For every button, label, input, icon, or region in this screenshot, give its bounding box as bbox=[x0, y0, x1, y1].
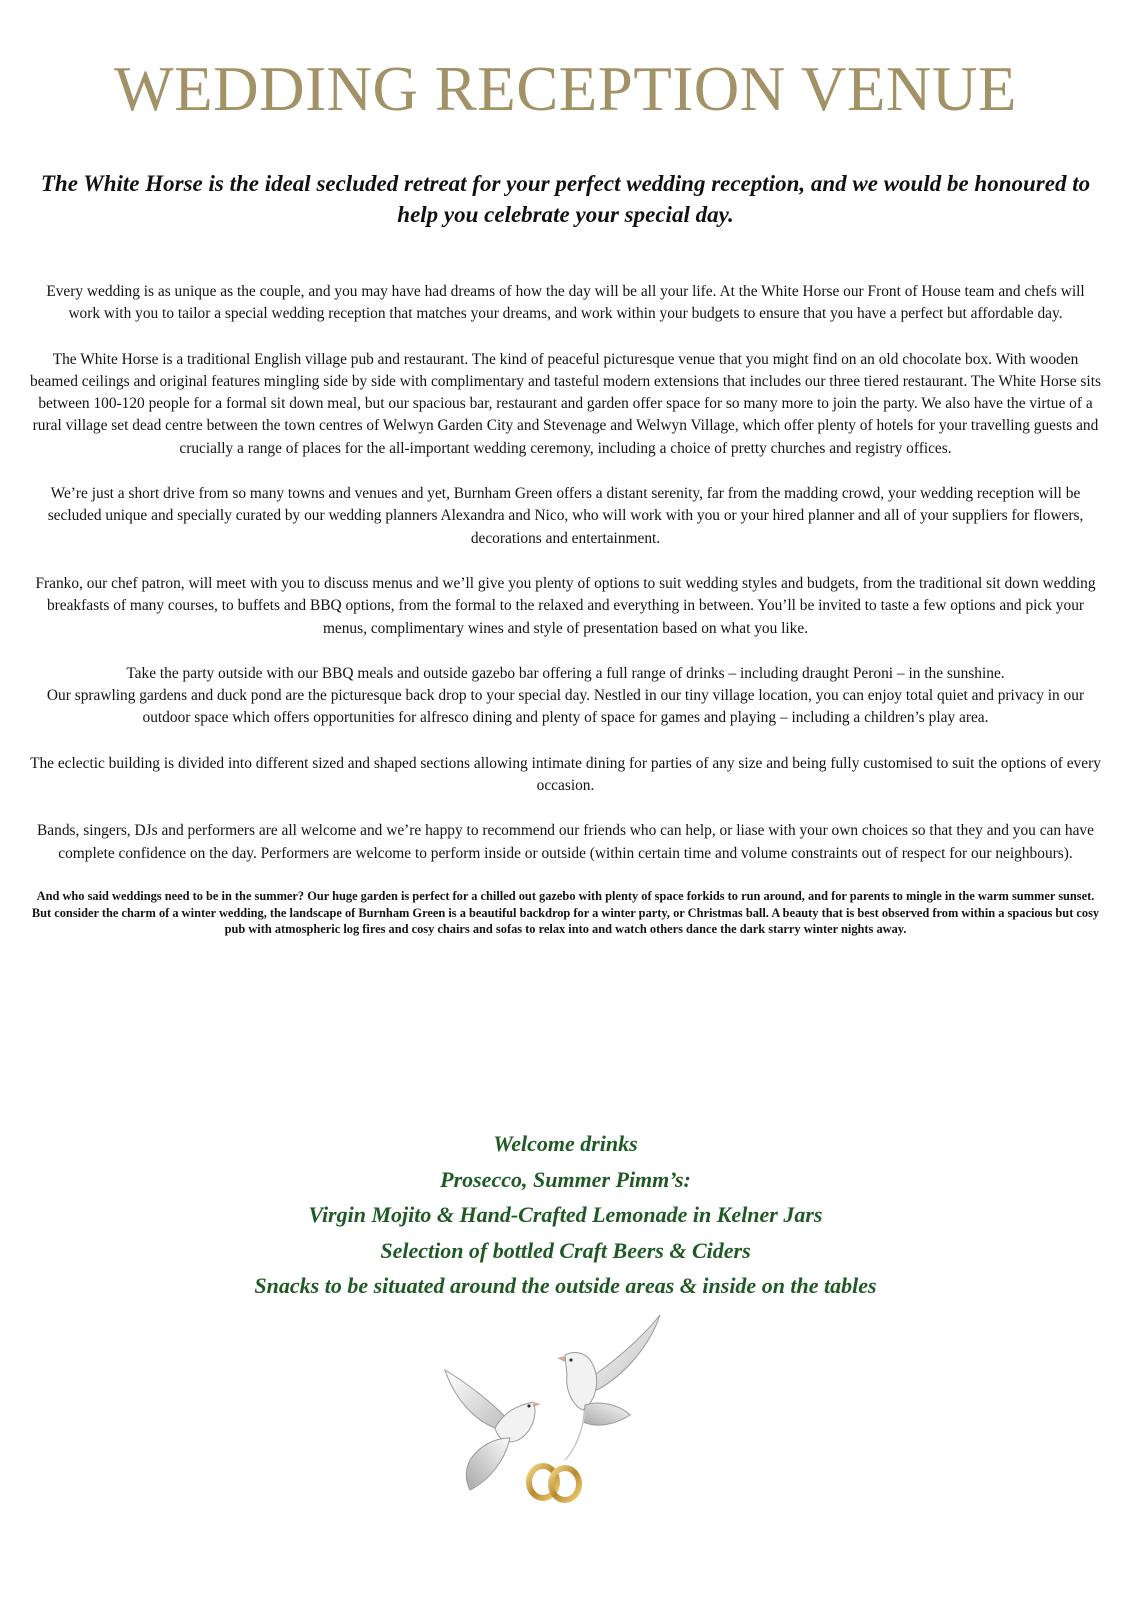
drinks-item: Selection of bottled Craft Beers & Ciders bbox=[380, 1237, 751, 1263]
page-subtitle: The White Horse is the ideal secluded retreat for your perfect wedding reception, and we would be honoured to help you celebrate your special day. bbox=[40, 171, 1091, 227]
right-dove bbox=[557, 1315, 660, 1460]
paragraph-venue: The White Horse is a traditional English village pub and restaurant. The kind of peaceful picturesque venue that you might find on an old chocolate box. With wooden beamed ceilings and original features mingling side by side with complimentary and tasteful modern extensions that includes our three tiered restaurant. The White Horse sits between 100-120 people for a formal sit down meal, but our spacious bar, restaurant and garden offer space for so many more to join the party. We also have the virtue of a rural village set dead centre between the town centres of Welwyn Garden City and Stevenage and Welwyn Village, which offer plenty of hotels for your travelling guests and crucially a range of places for the all-important wedding ceremony, including a choice of pretty churches and registry offices. bbox=[30, 350, 1101, 457]
paragraph-outside: Take the party outside with our BBQ meals and outside gazebo bar offering a full range of drinks – including draught Peroni – in the sunshine. bbox=[126, 664, 1005, 682]
paragraph-winter: And who said weddings need to be in the summer? Our huge garden is perfect for a chilled out gazebo with plenty of space forkids to run around, and for parents to mingle in the warm summer sunset. But consider the charm of a winter wedding, the landscape of Burnham Green is a beautiful backdrop for a winter party, or Christmas ball. A beauty that is best observed from within a spacious but cosy pub with atmospheric log fires and cosy chairs and sofas to relax into and watch others dance the dark starry winter nights away. bbox=[31, 888, 1100, 937]
body-text bbox=[30, 281, 1101, 961]
paragraph-menus: Franko, our chef patron, will meet with you to discuss menus and we’ll give you plenty of options to suit wedding styles and budgets, from the traditional sit down wedding breakfasts of many courses, to buffets and BBQ options, from the formal to the relaxed and everything in between. You’ll be invited to taste a few options and pick your menus, complimentary wines and style of presentation based on what you like. bbox=[35, 574, 1096, 637]
paragraph-location: We’re just a short drive from so many towns and venues and yet, Burnham Green offers a distant serenity, far from the madding crowd, your wedding reception will be secluded unique and specially curated by our wedding planners Alexandra and Nico, who will work with you or your hired planner and all of your suppliers for flowers, decorations and entertainment. bbox=[47, 485, 1084, 547]
paragraph-entertainment: Bands, singers, DJs and performers are all welcome and we’re happy to recommend our friends who can help, or liase with your own choices so that they and you can have complete confidence on the day. Performers are welcome to perform inside or outside (within certain time and volume constraints out of respect for our neighbours). bbox=[37, 822, 1094, 862]
drinks-list bbox=[0, 1126, 1131, 1304]
page-title: WEDDING RECEPTION VENUE bbox=[114, 54, 1017, 124]
drinks-item: Prosecco, Summer Pimm’s: bbox=[440, 1166, 691, 1192]
drinks-item: Snacks to be situated around the outside areas & inside on the tables bbox=[254, 1273, 877, 1298]
left-dove bbox=[445, 1370, 541, 1490]
drinks-heading: Welcome drinks bbox=[493, 1131, 638, 1156]
wedding-rings-icon bbox=[529, 1466, 579, 1500]
doves-with-wedding-rings-icon bbox=[425, 1310, 675, 1510]
paragraph-intro: Every wedding is as unique as the couple, and you may have had dreams of how the day will be all your life. At the White Horse our Front of House team and chefs will work with you to tailor a special wedding reception that matches your dreams, and work within your budgets to ensure that you have a perfect but affordable day. bbox=[46, 283, 1085, 323]
paragraph-gardens: Our sprawling gardens and duck pond are the picturesque back drop to your special day. Nestled in our tiny village location, you can enjoy total quiet and privacy in our outdoor space which offers opportunities for alfresco dining and plenty of space for games and playing – including a children’s play area. bbox=[46, 687, 1085, 727]
paragraph-building: The eclectic building is divided into different sized and shaped sections allowing intimate dining for parties of any size and being fully customised to suit the options of every occasion. bbox=[30, 754, 1101, 795]
drinks-item: Virgin Mojito & Hand-Crafted Lemonade in Kelner Jars bbox=[308, 1202, 823, 1227]
